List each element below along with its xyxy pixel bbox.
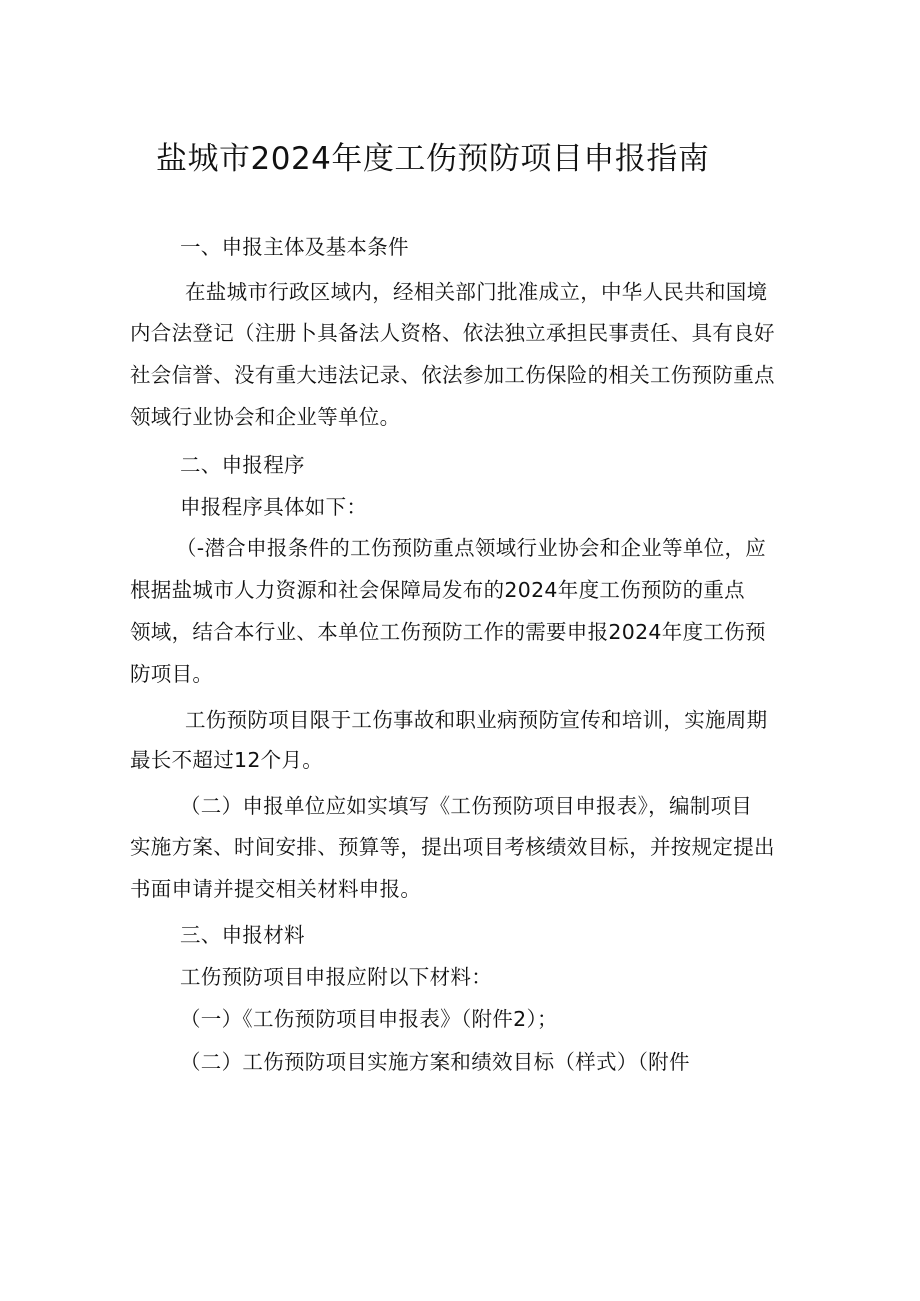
paragraph-line: 根据盐城市人力资源和社会保障局发布的2024年度工伤预防的重点 bbox=[130, 578, 745, 602]
section-heading-3: 三、申报材料 bbox=[180, 923, 305, 947]
document-title: 盐城市2024年度工伤预防项目申报指南 bbox=[156, 141, 710, 177]
paragraph-line: 领域行业协会和企业等单位。 bbox=[130, 405, 401, 429]
paragraph-line: 最长不超过12个月。 bbox=[130, 748, 324, 772]
paragraph-line: 领域，结合本行业、本单位工伤预防工作的需要申报2024年度工伤预 bbox=[130, 620, 766, 644]
paragraph-line: （-潜合申报条件的工伤预防重点领域行业协会和企业等单位，应 bbox=[176, 536, 767, 560]
paragraph-line: 书面申请并提交相关材料申报。 bbox=[130, 877, 422, 901]
list-item: （一）《工伤预防项目申报表》（附件2）； bbox=[180, 1007, 558, 1031]
section-heading-1: 一、申报主体及基本条件 bbox=[180, 235, 409, 259]
paragraph-line: 工伤预防项目限于工伤事故和职业病预防宣传和培训，实施周期 bbox=[185, 708, 768, 732]
section-heading-2: 二、申报程序 bbox=[180, 453, 305, 477]
paragraph-line: 在盐城市行政区域内，经相关部门批准成立，中华人民共和国境 bbox=[185, 280, 768, 304]
paragraph-line: 社会信誉、没有重大违法记录、依法参加工伤保险的相关工伤预防重点 bbox=[130, 363, 775, 387]
paragraph-line: 防项目。 bbox=[130, 662, 214, 686]
paragraph-line: 申报程序具体如下： bbox=[180, 495, 368, 519]
paragraph-line: 工伤预防项目申报应附以下材料： bbox=[180, 965, 492, 989]
list-item: （二）工伤预防项目实施方案和绩效目标（样式）（附件 bbox=[180, 1050, 690, 1074]
paragraph-line: （二）申报单位应如实填写《工伤预防项目申报表》，编制项目 bbox=[180, 794, 753, 818]
paragraph-line: 实施方案、时间安排、预算等，提出项目考核绩效目标，并按规定提出 bbox=[130, 835, 775, 859]
paragraph-line: 内合法登记（注册卜具备法人资格、依法独立承担民事责任、具有良好 bbox=[130, 321, 775, 345]
